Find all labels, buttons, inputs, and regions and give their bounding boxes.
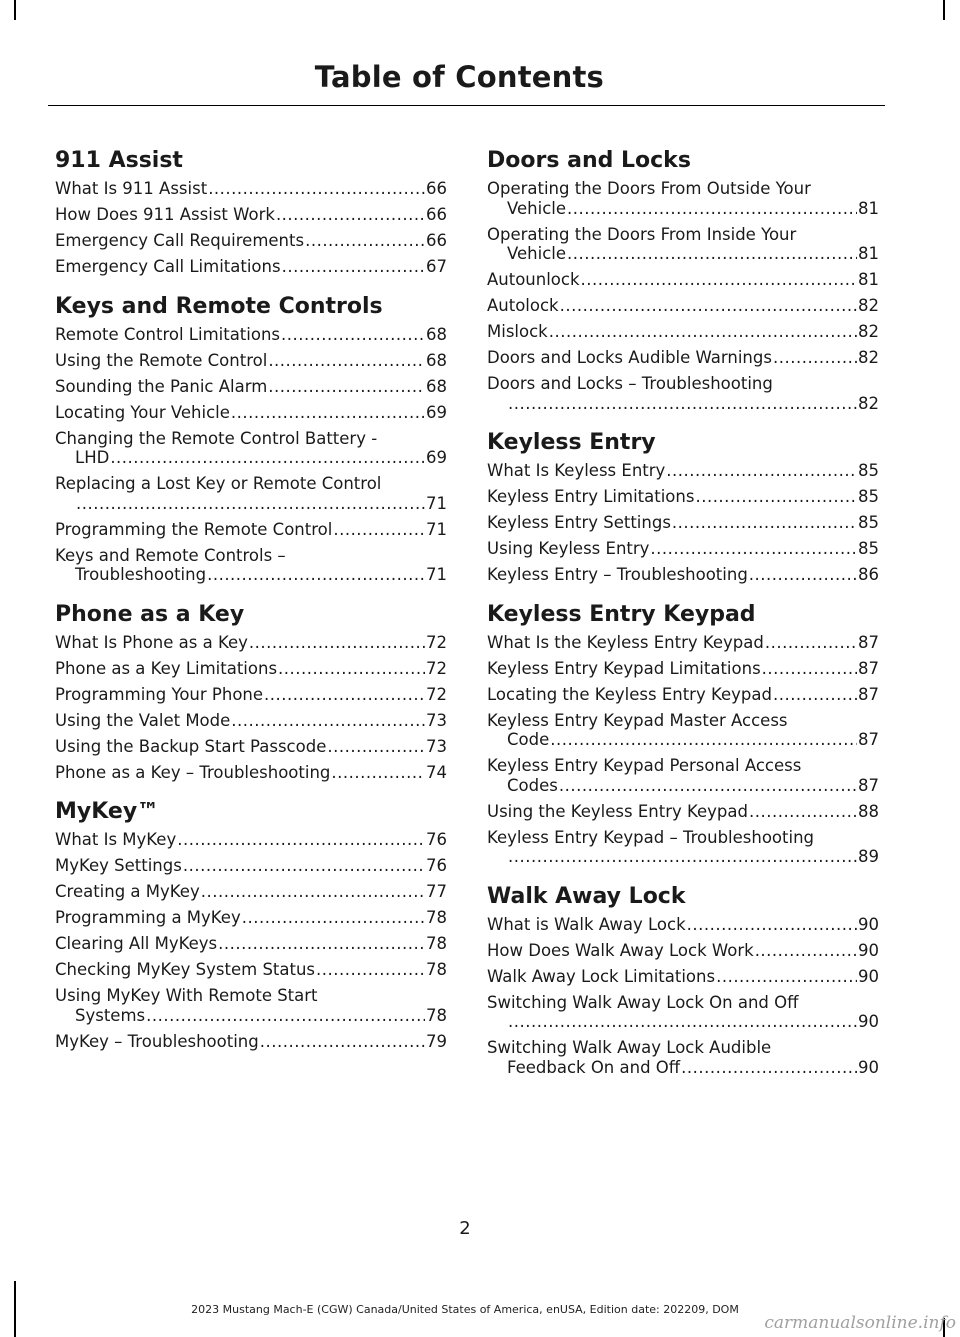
toc-entry-row (487, 394, 879, 414)
toc-entry[interactable] (487, 461, 879, 481)
toc-entry-label: Switching Walk Away Lock On and Off (487, 992, 799, 1012)
dot-leader (201, 882, 425, 902)
section-heading: Keyless Entry Keypad (487, 601, 756, 627)
toc-page-number: 71 (426, 493, 447, 513)
toc-page-number: 78 (426, 960, 447, 979)
toc-page-number: 82 (858, 322, 879, 341)
dot-leader (207, 565, 425, 585)
dot-leader (560, 296, 857, 316)
toc-entry[interactable] (487, 539, 879, 559)
toc-entry-row (55, 257, 447, 277)
toc-page-number: 73 (426, 710, 447, 730)
toc-column-right (487, 146, 879, 1084)
dot-leader (508, 394, 857, 414)
toc-entry-label-continued: Feedback On and Off (507, 1057, 681, 1077)
toc-entry-row (55, 351, 447, 371)
toc-entry[interactable] (55, 986, 447, 1025)
toc-entry[interactable] (55, 179, 447, 199)
toc-entry-label-continued: Troubleshooting (75, 565, 207, 584)
toc-entry[interactable] (487, 513, 879, 533)
dot-leader (549, 322, 857, 342)
toc-entry-label: Phone as a Key Limitations (55, 658, 278, 678)
toc-entry[interactable] (487, 225, 879, 264)
toc-column-left (55, 146, 447, 1058)
toc-entry[interactable] (487, 487, 879, 507)
toc-page-number: 88 (858, 801, 879, 821)
toc-section (55, 600, 447, 783)
dot-leader (687, 915, 857, 935)
toc-entry-row (487, 199, 879, 219)
toc-entry[interactable] (55, 960, 447, 980)
toc-page-number: 87 (858, 730, 879, 749)
toc-entry-row (55, 520, 447, 540)
toc-entry-label: Operating the Doors From Outside Your (487, 179, 811, 198)
dot-leader (316, 960, 425, 980)
toc-entry-label: Mislock (487, 322, 548, 341)
toc-entry[interactable] (487, 348, 879, 368)
toc-entry-row (55, 403, 447, 423)
dot-leader (276, 205, 425, 225)
toc-entry-row (55, 494, 447, 514)
toc-entry[interactable] (55, 325, 447, 345)
toc-entry-label: What Is Keyless Entry (487, 461, 666, 480)
footer-edition-info: 2023 Mustang Mach-E (CGW) Canada/United States of America, enUSA, Edition date: 202209, DOM (191, 1303, 739, 1316)
toc-page-number: 79 (426, 1031, 447, 1051)
toc-entry-row (55, 960, 447, 980)
toc-page-number: 78 (426, 908, 447, 927)
toc-entry-row (487, 730, 879, 750)
crop-mark-top-right (943, 0, 945, 20)
toc-entry-label: Operating the Doors From Inside Your (487, 224, 797, 244)
toc-entry-label-continued: Code (507, 730, 550, 749)
toc-page-number: 89 (858, 847, 879, 866)
dot-leader (333, 520, 425, 540)
toc-entry-row (55, 711, 447, 731)
toc-entry[interactable] (55, 377, 447, 397)
toc-entry-label: Autounlock (487, 270, 580, 289)
toc-entry[interactable] (55, 763, 447, 783)
toc-entry-label: Keyless Entry – Troubleshooting (487, 565, 748, 584)
toc-entry[interactable] (55, 711, 447, 731)
toc-entry[interactable] (487, 179, 879, 218)
toc-entry[interactable] (487, 296, 879, 316)
toc-entry-label: Keyless Entry Limitations (487, 487, 695, 506)
toc-entry-row (55, 377, 447, 397)
toc-entry[interactable] (55, 830, 447, 850)
toc-entry-row (487, 296, 879, 316)
toc-entry-label: What Is the Keyless Entry Keypad (487, 632, 764, 652)
toc-page-number: 81 (858, 270, 879, 289)
toc-entry-label: Programming Your Phone (55, 684, 264, 704)
toc-page-number: 68 (426, 324, 447, 344)
toc-entry-label: Keyless Entry Keypad – Troubleshooting (487, 827, 815, 847)
toc-entry[interactable] (487, 993, 879, 1032)
toc-page-number: 77 (426, 882, 447, 901)
toc-entry[interactable] (55, 231, 447, 251)
toc-entry[interactable] (487, 941, 879, 961)
toc-entry-label: Keyless Entry Keypad Personal Access (487, 756, 802, 775)
section-heading: Walk Away Lock (487, 883, 686, 909)
toc-entry-row (487, 659, 879, 679)
section-heading: Keys and Remote Controls (55, 293, 383, 319)
dot-leader (110, 448, 425, 468)
toc-entry-row (55, 1032, 447, 1052)
toc-page-number: 68 (426, 376, 447, 396)
toc-entry[interactable] (487, 756, 879, 795)
dot-leader (218, 934, 425, 954)
toc-entry[interactable] (487, 565, 879, 585)
dot-leader (762, 659, 857, 679)
dot-leader (559, 776, 857, 796)
toc-entry-label: Programming the Remote Control (55, 519, 333, 539)
toc-entry[interactable] (487, 1038, 879, 1077)
dot-leader (581, 270, 857, 290)
toc-page-number: 82 (858, 348, 879, 367)
toc-page-number: 90 (858, 940, 879, 960)
dot-leader (650, 539, 857, 559)
toc-entry[interactable] (55, 934, 447, 954)
toc-entry-row (55, 856, 447, 876)
dot-leader (749, 802, 857, 822)
dot-leader (305, 231, 425, 251)
toc-entry[interactable] (55, 856, 447, 876)
toc-section (487, 428, 879, 585)
dot-leader (282, 257, 425, 277)
toc-entry[interactable] (55, 737, 447, 757)
toc-entry-row (487, 487, 879, 507)
dot-leader (765, 633, 857, 653)
toc-entry-row (487, 565, 879, 585)
toc-entry-row (55, 325, 447, 345)
toc-entry-label: Using MyKey With Remote Start (55, 986, 318, 1005)
toc-entry-label-continued: Codes (507, 775, 558, 795)
toc-page-number: 72 (426, 684, 447, 704)
toc-page-number: 76 (426, 856, 447, 875)
toc-entry[interactable] (55, 520, 447, 540)
toc-entry-row (55, 231, 447, 251)
toc-entry-row (487, 1058, 879, 1078)
toc-entry-label: Checking MyKey System Status (55, 960, 316, 979)
toc-page-number: 85 (858, 513, 879, 532)
toc-page-number: 72 (426, 658, 447, 678)
toc-entry-row (55, 633, 447, 653)
toc-section (55, 292, 447, 585)
crop-mark-top-left (14, 0, 16, 20)
toc-page-number: 73 (426, 736, 447, 756)
toc-page-number: 71 (426, 565, 447, 584)
toc-entry-row (487, 802, 879, 822)
toc-entry-label: Locating the Keyless Entry Keypad (487, 684, 772, 704)
toc-page-number: 68 (426, 350, 447, 370)
toc-entry-row (55, 565, 447, 585)
toc-entry[interactable] (55, 882, 447, 902)
toc-entry-label: Emergency Call Limitations (55, 257, 281, 276)
toc-entry-label: Keyless Entry Keypad Limitations (487, 658, 761, 678)
toc-page-number: 90 (858, 1057, 879, 1077)
toc-page-number: 85 (858, 539, 879, 558)
toc-entry-row (487, 513, 879, 533)
dot-leader (716, 967, 857, 987)
toc-entry[interactable] (55, 1032, 447, 1052)
toc-entry-row (55, 830, 447, 850)
toc-entry[interactable] (487, 711, 879, 750)
dot-leader (146, 1006, 425, 1026)
toc-page-number: 85 (858, 487, 879, 506)
section-heading: Phone as a Key (55, 601, 245, 627)
dot-leader (681, 1058, 857, 1078)
toc-entry-row (55, 737, 447, 757)
toc-entry-row (55, 659, 447, 679)
toc-entry-label: Keyless Entry Settings (487, 513, 671, 532)
toc-entry[interactable] (55, 659, 447, 679)
dot-leader (773, 685, 857, 705)
toc-entry-label: Emergency Call Requirements (55, 231, 305, 250)
toc-entry-label: Keys and Remote Controls – (55, 545, 286, 565)
toc-page-number: 76 (426, 830, 447, 849)
dot-leader (231, 403, 425, 423)
toc-entry[interactable] (55, 429, 447, 468)
toc-entry-label: Clearing All MyKeys (55, 934, 218, 953)
dot-leader (268, 377, 425, 397)
toc-entry[interactable] (487, 659, 879, 679)
toc-entry[interactable] (487, 828, 879, 867)
section-heading: Doors and Locks (487, 148, 691, 173)
toc-entry-row (487, 941, 879, 961)
toc-page-number: 66 (426, 231, 447, 250)
toc-entry[interactable] (487, 270, 879, 290)
dot-leader (567, 199, 857, 219)
dot-leader (327, 737, 425, 757)
toc-entry-row (55, 1006, 447, 1026)
toc-entry-label-continued: Systems (75, 1005, 146, 1025)
toc-entry[interactable] (487, 633, 879, 653)
toc-page-number: 87 (858, 632, 879, 652)
toc-page-number: 87 (858, 775, 879, 795)
dot-leader (508, 1012, 857, 1032)
toc-page-number: 82 (858, 296, 879, 315)
toc-entry-row (487, 270, 879, 290)
toc-entry-label: MyKey – Troubleshooting (55, 1031, 259, 1051)
toc-entry-label: Using the Backup Start Passcode (55, 736, 327, 756)
toc-section (487, 882, 879, 1078)
toc-entry-label: Sounding the Panic Alarm (55, 376, 268, 396)
toc-entry-label: Using the Valet Mode (55, 710, 231, 730)
dot-leader (508, 847, 857, 867)
toc-entry-label: Programming a MyKey (55, 908, 241, 927)
toc-entry[interactable] (55, 403, 447, 423)
toc-entry-label: Autolock (487, 296, 559, 315)
toc-entry-row (487, 461, 879, 481)
toc-entry-row (55, 448, 447, 468)
toc-entry[interactable] (55, 257, 447, 277)
toc-entry-label: Using Keyless Entry (487, 539, 650, 558)
dot-leader (249, 633, 425, 653)
dot-leader (331, 763, 425, 783)
toc-entry-row (55, 179, 447, 199)
dot-leader (231, 711, 425, 731)
dot-leader (264, 685, 425, 705)
dot-leader (177, 830, 425, 850)
toc-entry-label: What Is Phone as a Key (55, 632, 248, 652)
toc-entry-label: What Is MyKey (55, 830, 177, 849)
toc-entry-label: Keyless Entry Keypad Master Access (487, 710, 788, 730)
toc-entry[interactable] (55, 205, 447, 225)
toc-section (55, 797, 447, 1051)
toc-entry[interactable] (55, 908, 447, 928)
toc-page-number: 87 (858, 658, 879, 678)
dot-leader (695, 487, 857, 507)
toc-page-number: 66 (426, 205, 447, 224)
toc-page-number: 67 (426, 257, 447, 276)
toc-entry-row (55, 685, 447, 705)
toc-entry[interactable] (487, 685, 879, 705)
toc-entry[interactable] (487, 374, 879, 413)
toc-entry-label: Doors and Locks Audible Warnings (487, 348, 772, 367)
dot-leader (242, 908, 425, 928)
toc-entry[interactable] (487, 915, 879, 935)
toc-entry-label: MyKey Settings (55, 856, 182, 875)
toc-entry-row (487, 967, 879, 987)
toc-entry-row (55, 908, 447, 928)
toc-entry-label-continued: Vehicle (507, 198, 567, 218)
toc-entry-label: Phone as a Key – Troubleshooting (55, 762, 331, 782)
toc-entry-row (487, 776, 879, 796)
dot-leader (672, 513, 857, 533)
page-number: 2 (459, 1218, 471, 1239)
toc-entry-row (487, 915, 879, 935)
toc-page-number: 78 (426, 934, 447, 953)
dot-leader (268, 351, 425, 371)
toc-page-number: 86 (858, 565, 879, 584)
section-heading: 911 Assist (55, 148, 183, 173)
header-divider (48, 105, 885, 106)
toc-entry-label: Locating Your Vehicle (55, 402, 230, 422)
toc-page-number: 90 (858, 1012, 879, 1031)
toc-entry-label: Doors and Locks – Troubleshooting (487, 374, 773, 393)
toc-entry-label: Creating a MyKey (55, 882, 200, 901)
toc-entry[interactable] (55, 351, 447, 371)
toc-page-number: 74 (426, 762, 447, 782)
dot-leader (76, 494, 425, 514)
toc-entry-row (55, 882, 447, 902)
section-heading: MyKey™ (55, 799, 160, 824)
page-title: Table of Contents (314, 60, 604, 94)
toc-entry-row (487, 847, 879, 867)
toc-entry[interactable] (487, 802, 879, 822)
toc-entry[interactable] (487, 967, 879, 987)
toc-entry-row (55, 763, 447, 783)
toc-page-number: 81 (858, 198, 879, 218)
toc-entry[interactable] (55, 546, 447, 585)
watermark-text: carmanualsonline.info (764, 1313, 956, 1333)
toc-entry[interactable] (487, 322, 879, 342)
toc-entry-label: Using the Remote Control (55, 350, 268, 370)
toc-section (487, 600, 879, 867)
toc-entry-row (487, 322, 879, 342)
toc-entry-label: What is Walk Away Lock (487, 914, 686, 934)
toc-section (55, 146, 447, 277)
toc-entry-row (487, 685, 879, 705)
dot-leader (550, 730, 857, 750)
toc-entry-row (55, 934, 447, 954)
toc-entry[interactable] (55, 633, 447, 653)
toc-page-number: 85 (858, 461, 879, 480)
toc-entry-row (487, 348, 879, 368)
toc-section (487, 146, 879, 413)
toc-entry-label: How Does 911 Assist Work (55, 205, 275, 224)
dot-leader (749, 565, 857, 585)
toc-page-number: 87 (858, 684, 879, 704)
dot-leader (666, 461, 857, 481)
toc-entry-label: Walk Away Lock Limitations (487, 966, 716, 986)
toc-page-number: 66 (426, 179, 447, 198)
dot-leader (183, 856, 425, 876)
toc-page-number: 90 (858, 914, 879, 934)
toc-entry-label: Changing the Remote Control Battery - (55, 428, 378, 448)
toc-page-number: 71 (426, 519, 447, 539)
section-heading: Keyless Entry (487, 430, 656, 455)
toc-entry-row (487, 633, 879, 653)
dot-leader (755, 941, 857, 961)
toc-page-number: 69 (426, 402, 447, 422)
toc-entry[interactable] (55, 474, 447, 513)
toc-entry-label: Switching Walk Away Lock Audible (487, 1038, 772, 1057)
dot-leader (281, 325, 425, 345)
toc-entry-row (487, 244, 879, 264)
toc-entry-label-continued: Vehicle (507, 244, 567, 263)
dot-leader (208, 179, 425, 199)
toc-entry-label: Remote Control Limitations (55, 324, 281, 344)
toc-page-number: 81 (858, 244, 879, 263)
toc-entry-label-continued: LHD (75, 448, 110, 467)
dot-leader (260, 1032, 425, 1052)
toc-page-number: 69 (426, 448, 447, 467)
toc-entry-row (487, 539, 879, 559)
dot-leader (278, 659, 425, 679)
toc-entry-label: Replacing a Lost Key or Remote Control (55, 474, 382, 493)
toc-entry[interactable] (55, 685, 447, 705)
dot-leader (773, 348, 857, 368)
toc-entry-label: How Does Walk Away Lock Work (487, 940, 754, 960)
toc-entry-row (487, 1012, 879, 1032)
toc-page-number: 72 (426, 632, 447, 652)
toc-entry-label: What Is 911 Assist (55, 179, 208, 198)
toc-entry-label: Using the Keyless Entry Keypad (487, 801, 748, 821)
toc-page-number: 78 (426, 1005, 447, 1025)
dot-leader (567, 244, 857, 264)
toc-page-number: 82 (858, 393, 879, 413)
toc-page-number: 90 (858, 966, 879, 986)
toc-entry-row (55, 205, 447, 225)
